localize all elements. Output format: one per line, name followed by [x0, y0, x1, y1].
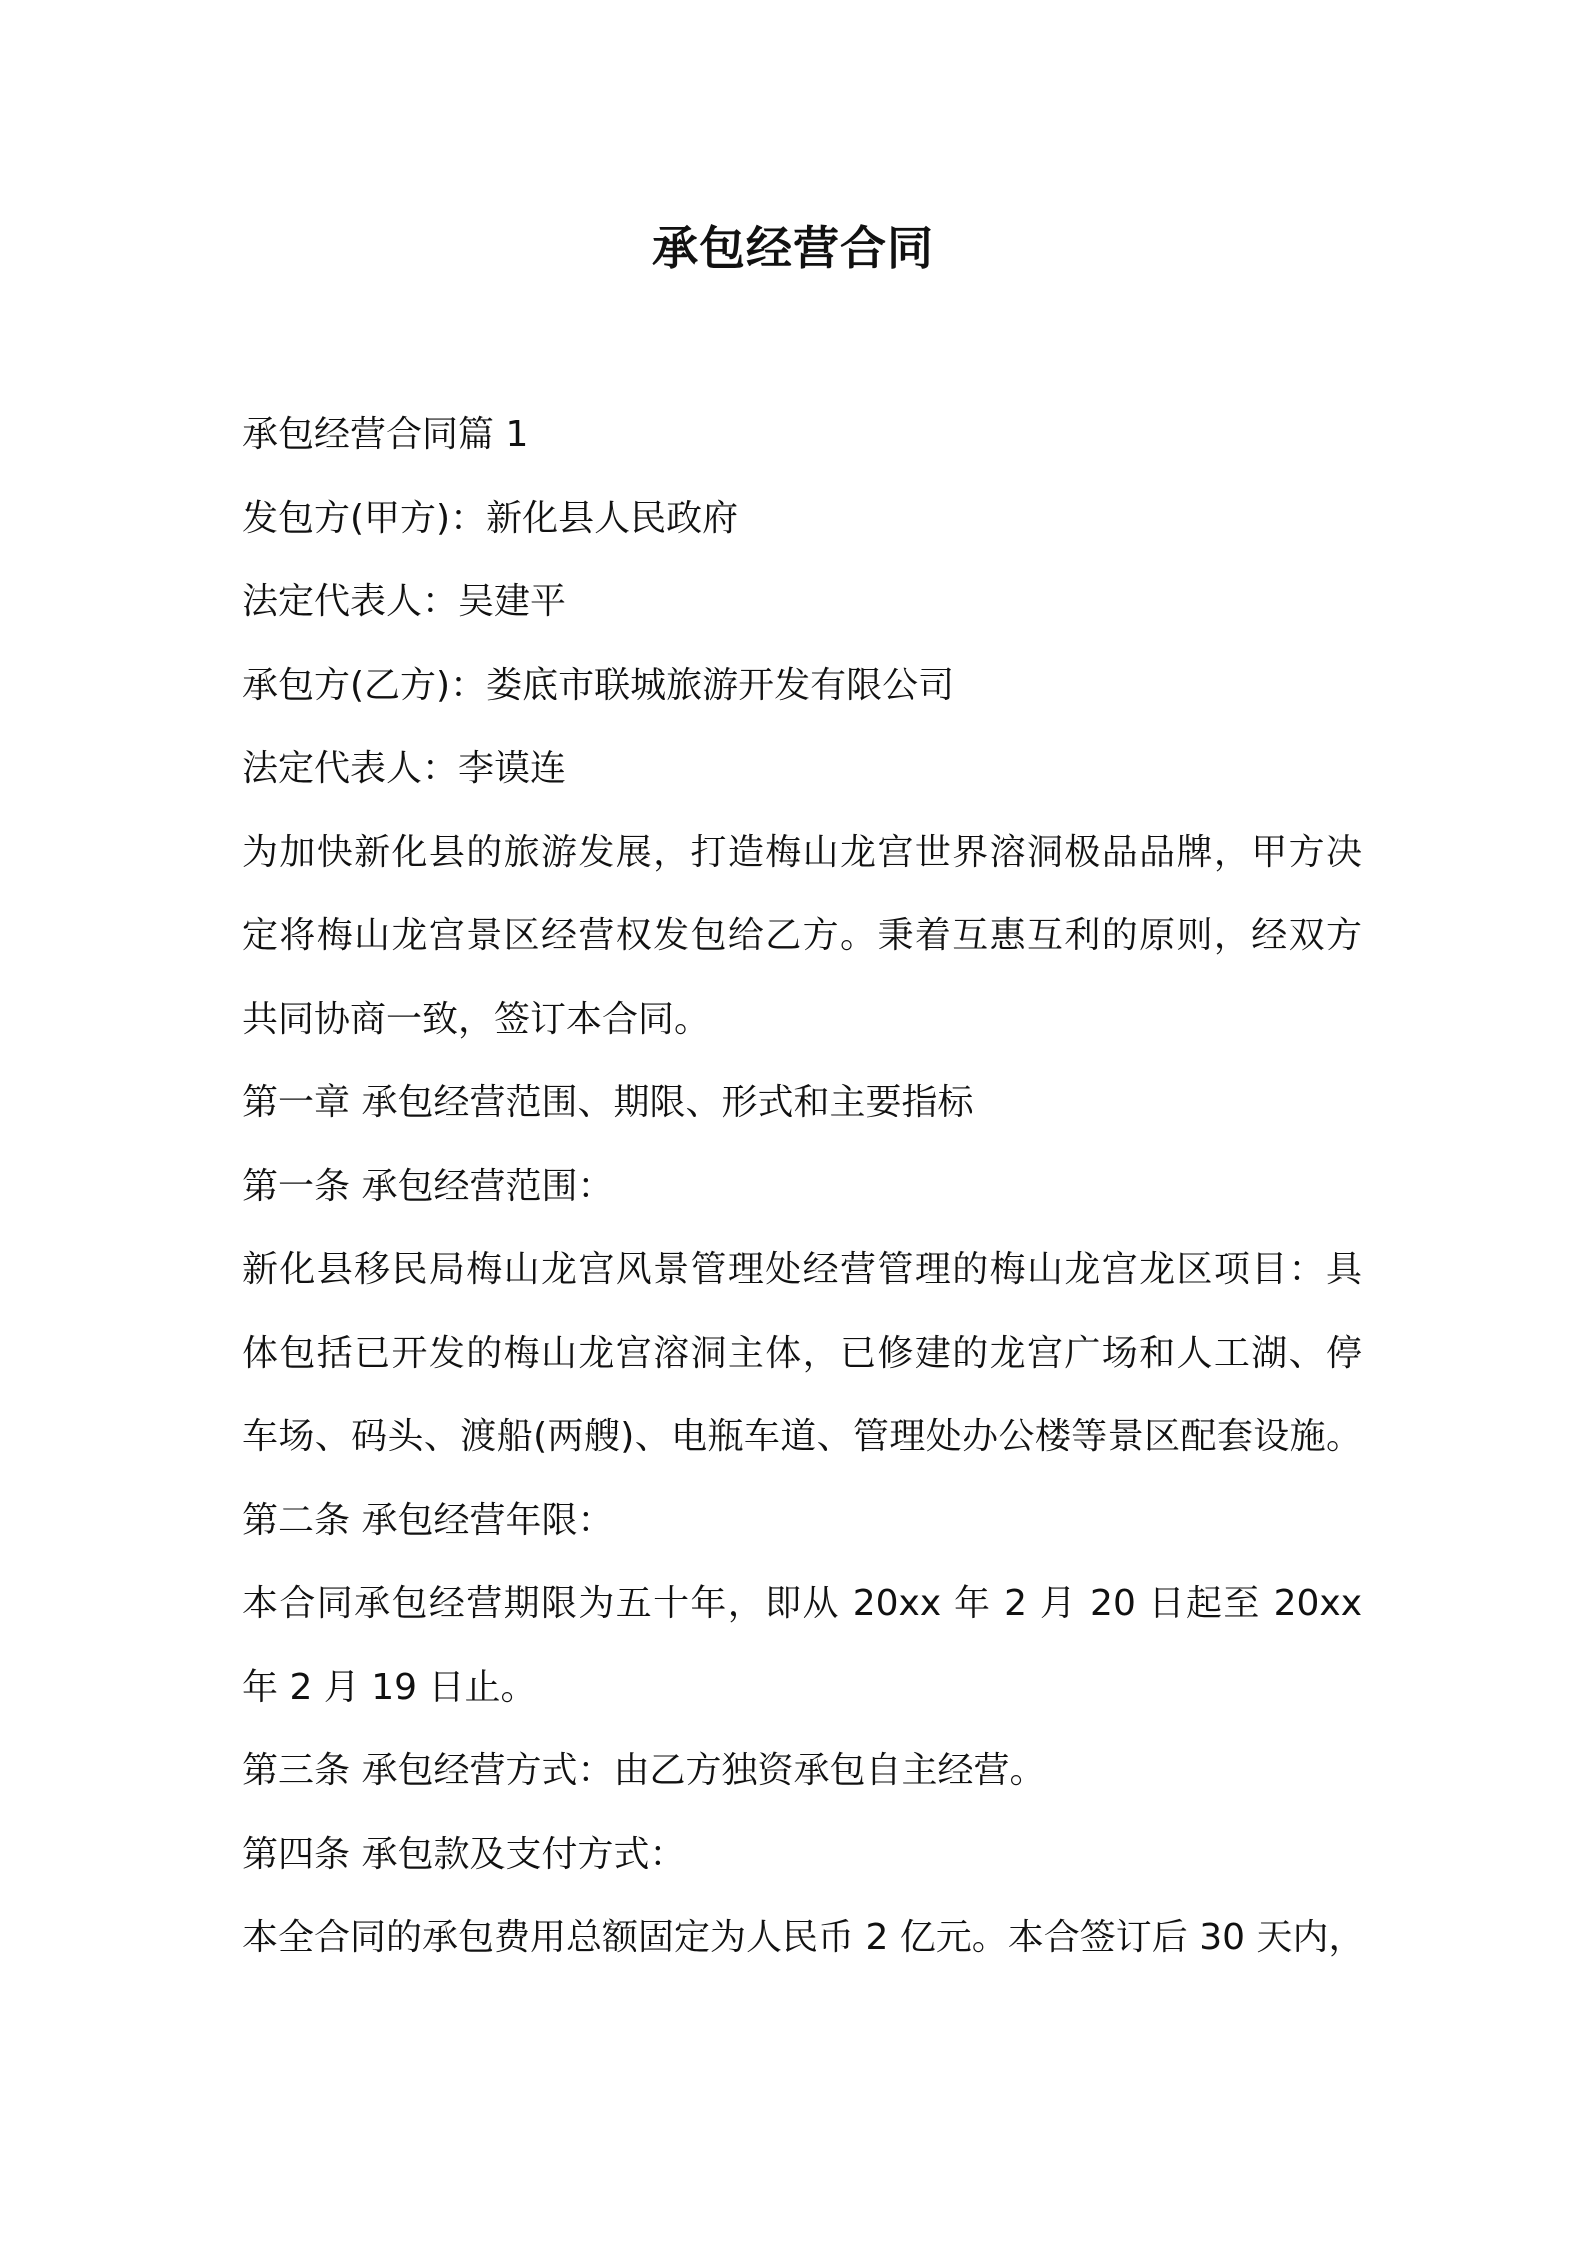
paragraph-line: 为加快新化县的旅游发展，打造梅山龙宫世界溶洞极品品牌，甲方决: [242, 831, 1362, 873]
paragraph-line: 定将梅山龙宫景区经营权发包给乙方。秉着互惠互利的原则，经双方: [242, 915, 1362, 956]
document-body: [242, 405, 1365, 1992]
party-a-line: 发包方(甲方)：新化县人民政府: [242, 497, 739, 539]
paragraph-line: 车场、码头、渡船(两艘)、电瓶车道、管理处办公楼等景区配套设施。: [242, 1416, 1362, 1457]
party-a-representative-line: 法定代表人：吴建平: [242, 581, 567, 622]
article-heading: 第四条 承包款及支付方式：: [242, 1833, 686, 1875]
party-b-line: 承包方(乙方)：娄底市联城旅游开发有限公司: [242, 664, 955, 706]
document-title: 承包经营合同: [652, 221, 934, 275]
paragraph-line: 年 2 月 19 日止。: [242, 1666, 537, 1708]
article-heading: 第二条 承包经营年限：: [242, 1499, 614, 1541]
paragraph-line: 体包括已开发的梅山龙宫溶洞主体，已修建的龙宫广场和人工湖、停: [242, 1332, 1362, 1374]
party-b-representative-line: 法定代表人：李谟连: [242, 748, 567, 789]
paragraph-line: 本全合同的承包费用总额固定为人民币 2 亿元。本合签订后 30 天内，: [242, 1917, 1365, 1958]
paragraph-line: 新化县移民局梅山龙宫风景管理处经营管理的梅山龙宫龙区项目：具: [242, 1249, 1362, 1290]
chapter-heading: 第一章 承包经营范围、期限、形式和主要指标: [242, 1082, 974, 1123]
paragraph-line: 本合同承包经营期限为五十年，即从 20xx 年 2 月 20 日起至 20xx: [242, 1583, 1362, 1624]
article-heading: 第一条 承包经营范围：: [242, 1165, 614, 1207]
paragraph-line: 共同协商一致，签订本合同。: [242, 998, 711, 1040]
section-heading: 承包经营合同篇 1: [242, 414, 529, 455]
article-heading: 第三条 承包经营方式：由乙方独资承包自主经营。: [242, 1750, 1046, 1791]
